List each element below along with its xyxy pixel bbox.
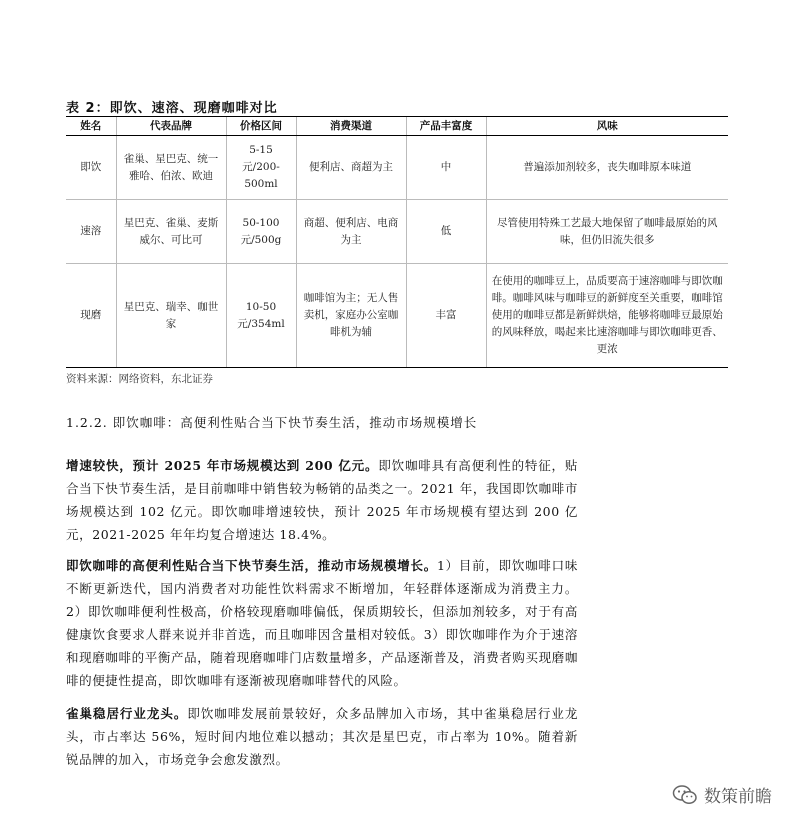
paragraph [66, 454, 578, 546]
paragraph [66, 702, 578, 771]
table-cell: 中 [406, 136, 486, 200]
table-cell: 尽管使用特殊工艺最大地保留了咖啡最原始的风味，但仍旧流失很多 [486, 200, 728, 264]
table-cell: 商超、便利店、电商为主 [296, 200, 406, 264]
table-cell: 5-15 元/200-500ml [226, 136, 296, 200]
header-cell: 代表品牌 [116, 117, 226, 136]
paragraph-lead: 即饮咖啡的高便利性贴合当下快节奏生活，推动市场规模增长。 [66, 558, 437, 573]
wechat-icon [672, 784, 698, 806]
watermark-text: 数策前瞻 [704, 787, 772, 807]
table-cell: 咖啡馆为主；无人售卖机，家庭办公室咖啡机为辅 [296, 264, 406, 368]
paragraph [66, 554, 578, 692]
table-row [66, 200, 728, 264]
table-row [66, 264, 728, 368]
table-header-row [66, 117, 728, 136]
table-cell: 星巴克、雀巢、麦斯威尔、可比可 [116, 200, 226, 264]
table-cell: 丰富 [406, 264, 486, 368]
header-cell: 消费渠道 [296, 117, 406, 136]
table-cell: 低 [406, 200, 486, 264]
table-cell: 雀巢、星巴克、统一雅哈、伯浓、欧迪 [116, 136, 226, 200]
table-cell: 10-50 元/354ml [226, 264, 296, 368]
table-title: 表 2：即饮、速溶、现磨咖啡对比 [66, 101, 278, 116]
table-cell: 现磨 [66, 264, 116, 368]
paragraph-lead: 雀巢稳居行业龙头。 [66, 706, 188, 721]
watermark [672, 782, 772, 807]
table-cell: 即饮 [66, 136, 116, 200]
paragraph-body: 即饮咖啡具有高便利性的特征，贴合当下快节奏生活，是目前咖啡中销售较为畅销的品类之一。2021 年，我国即饮咖啡市场规模达到 102 亿元。即饮咖啡增速较快，预计 2025 年市场规模有望达到 200 亿元，2021-2025 年年均复合增速达 18.4%。 [66, 458, 578, 542]
header-cell: 风味 [486, 117, 728, 136]
table-cell: 在使用的咖啡豆上，品质要高于速溶咖啡与即饮咖啡。咖啡风味与咖啡豆的新鲜度至关重要，咖啡馆使用的咖啡豆都是新鲜烘焙，能够将咖啡豆最原始的风味释放，喝起来比速溶咖啡与即饮咖啡更香、更浓 [486, 264, 728, 368]
table-source: 资料来源：网络资料，东北证券 [66, 373, 213, 385]
paragraph-body: 即饮咖啡发展前景较好，众多品牌加入市场，其中雀巢稳居行业龙头，市占率达 56%，短时间内地位难以撼动；其次是星巴克，市占率为 10%。随着新锐品牌的加入，市场竞争会愈发激烈。 [66, 706, 578, 767]
header-cell: 产品丰富度 [406, 117, 486, 136]
table-cell: 速溶 [66, 200, 116, 264]
table-cell: 50-100 元/500g [226, 200, 296, 264]
paragraph-body: 1）目前，即饮咖啡口味不断更新迭代，国内消费者对功能性饮料需求不断增加，年轻群体逐渐成为消费主力。2）即饮咖啡便利性极高，价格较现磨咖啡偏低，保质期较长，但添加剂较多，对于有高健康饮食要求人群来说并非首选，而且咖啡因含量相对较低。3）即饮咖啡作为介于速溶和现磨咖啡的平衡产品，随着现磨咖啡门店数量增多，产品逐渐普及，消费者购买现磨咖啡的便捷性提高，即饮咖啡有逐渐被现磨咖啡替代的风险。 [66, 558, 578, 688]
comparison-table [66, 116, 728, 368]
header-cell: 价格区间 [226, 117, 296, 136]
section-heading: 1.2.2. 即饮咖啡：高便利性贴合当下快节奏生活，推动市场规模增长 [66, 415, 478, 430]
table-cell: 便利店、商超为主 [296, 136, 406, 200]
header-cell: 姓名 [66, 117, 116, 136]
paragraph-lead: 增速较快，预计 2025 年市场规模达到 200 亿元。 [66, 458, 379, 473]
table-cell: 星巴克、瑞幸、咖世家 [116, 264, 226, 368]
table-row [66, 136, 728, 200]
table-cell: 普遍添加剂较多，丧失咖啡原本味道 [486, 136, 728, 200]
